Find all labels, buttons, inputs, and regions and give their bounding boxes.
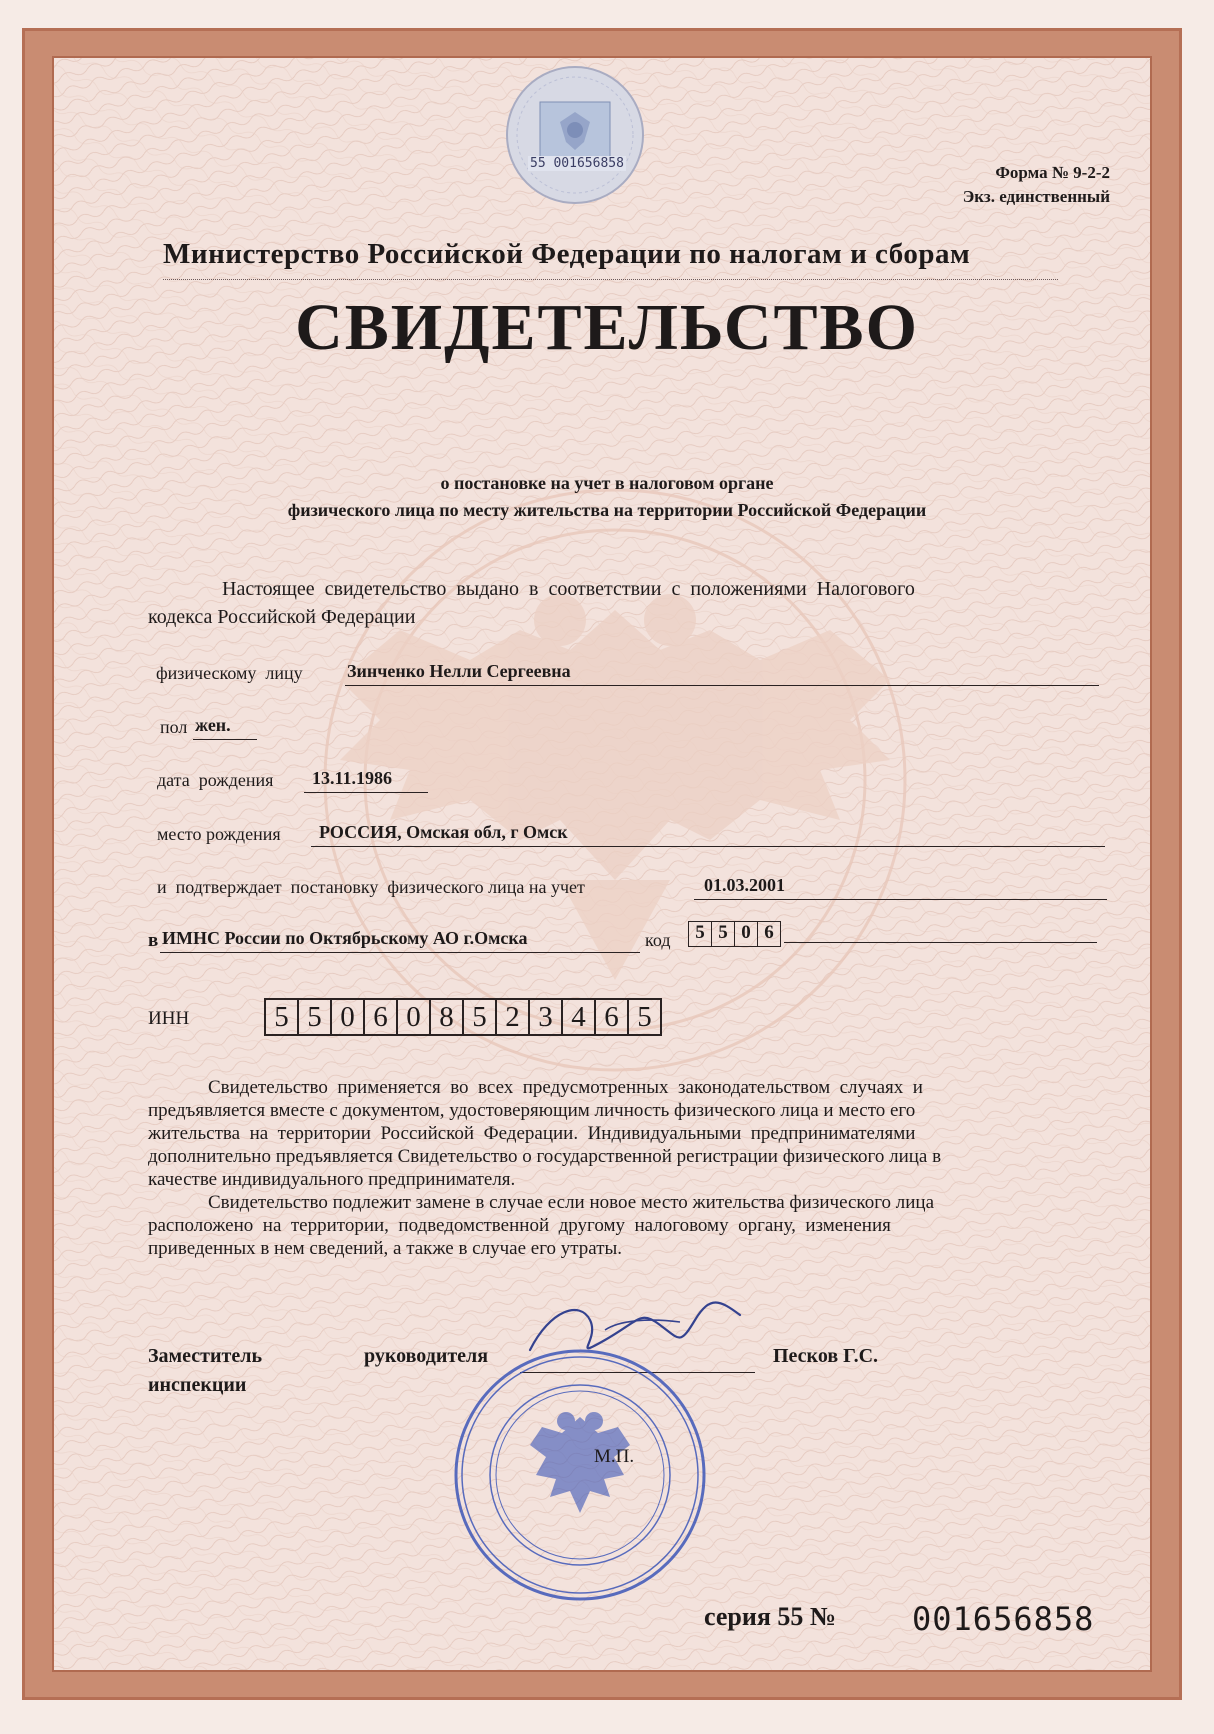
notes-p1-line: качестве индивидуального предпринимателя. (148, 1169, 516, 1190)
inn-digit: 5 (266, 1000, 299, 1034)
code-boxes (688, 921, 781, 947)
code-digit: 5 (712, 922, 735, 946)
notes-p2-line: расположено на территории, подведомственной другому налоговому органу, изменения (148, 1215, 891, 1236)
series-label: серия 55 № (704, 1602, 837, 1631)
birth-place-value: РОССИЯ, Омская обл, г Омск (319, 822, 568, 842)
code-digit: 5 (689, 922, 712, 946)
official-seal (450, 1345, 710, 1605)
notes-p1-line: дополнительно предъявляется Свидетельство о государственной регистрации физического лица в (148, 1146, 942, 1167)
ministry-underline (163, 279, 1058, 280)
inn-digit: 3 (530, 1000, 563, 1034)
notes-p2-line: приведенных в нем сведений, а также в случае его утраты. (148, 1238, 623, 1259)
inn-digit: 6 (365, 1000, 398, 1034)
inn-digit: 4 (563, 1000, 596, 1034)
inn-label: ИНН (148, 1008, 190, 1029)
birth-place-label: место рождения (157, 824, 281, 844)
inn-boxes (264, 998, 662, 1036)
position-word-2: руководителя (364, 1345, 489, 1367)
state-emblem-watermark (140, 460, 1090, 1080)
ministry-name: Министерство Российской Федерации по налогам и сборам (163, 238, 971, 270)
inn-digit: 0 (332, 1000, 365, 1034)
copy-note: Экз. единственный (962, 187, 1110, 206)
notes-paragraph-1 (148, 1076, 1114, 1260)
intro-line-2: кодекса Российской Федерации (148, 606, 416, 628)
code-digit: 6 (764, 922, 774, 943)
person-name: Зинченко Нелли Сергеевна (347, 661, 571, 681)
signer-name: Песков Г.С. (773, 1345, 879, 1367)
registration-label: и подтверждает постановку физического лица на учет (157, 877, 585, 897)
inn-digit: 5 (637, 1001, 652, 1033)
inn-digit: 8 (431, 1000, 464, 1034)
intro-line-1: Настоящее свидетельство выдано в соответствии с положениями Налогового (222, 578, 915, 600)
position-word-1: Заместитель (148, 1345, 263, 1367)
notes-p1-line: Свидетельство применяется во всех предусмотренных законодательством случаях и (208, 1077, 923, 1098)
series-number: 001656858 (912, 1600, 1095, 1638)
registration-date: 01.03.2001 (704, 875, 785, 895)
position-line-2: инспекции (148, 1374, 247, 1396)
stamp-place: М.П. (594, 1446, 635, 1467)
hologram-emblem (490, 50, 660, 220)
code-label: код (645, 930, 671, 950)
sex-value: жен. (195, 715, 231, 735)
subtitle-line-2: физического лица по месту жительства на территории Российской Федерации (287, 500, 927, 520)
sex-label: пол (160, 717, 188, 737)
notes-p1-line: жительства на территории Российской Федерации. Индивидуальными предпринимателями (148, 1123, 916, 1144)
authority-value: ИМНС России по Октябрьскому АО г.Омска (162, 928, 528, 948)
inn-digit: 5 (464, 1000, 497, 1034)
inn-digit: 6 (596, 1000, 629, 1034)
birth-date-value: 13.11.1986 (312, 768, 393, 788)
document-title: СВИДЕТЕЛЬСТВО (295, 291, 919, 364)
notes-p2-line: Свидетельство подлежит замене в случае если новое место жительства физического лица (208, 1192, 935, 1213)
hologram-serial: 55 001656858 (530, 156, 624, 171)
code-line (784, 942, 1097, 943)
subtitle-line-1: о постановке на учет в налоговом органе (440, 473, 774, 493)
authority-prefix: в (148, 930, 159, 951)
birth-date-label: дата рождения (157, 770, 274, 790)
form-number: Форма № 9-2-2 (995, 163, 1110, 182)
notes-p1-line: предъявляется вместе с документом, удостоверяющим личность физического лица и место его (148, 1100, 916, 1121)
person-label: физическому лицу (156, 663, 303, 683)
inn-digit: 2 (497, 1000, 530, 1034)
inn-digit: 5 (299, 1000, 332, 1034)
code-digit: 0 (735, 922, 758, 946)
inn-digit: 0 (398, 1000, 431, 1034)
